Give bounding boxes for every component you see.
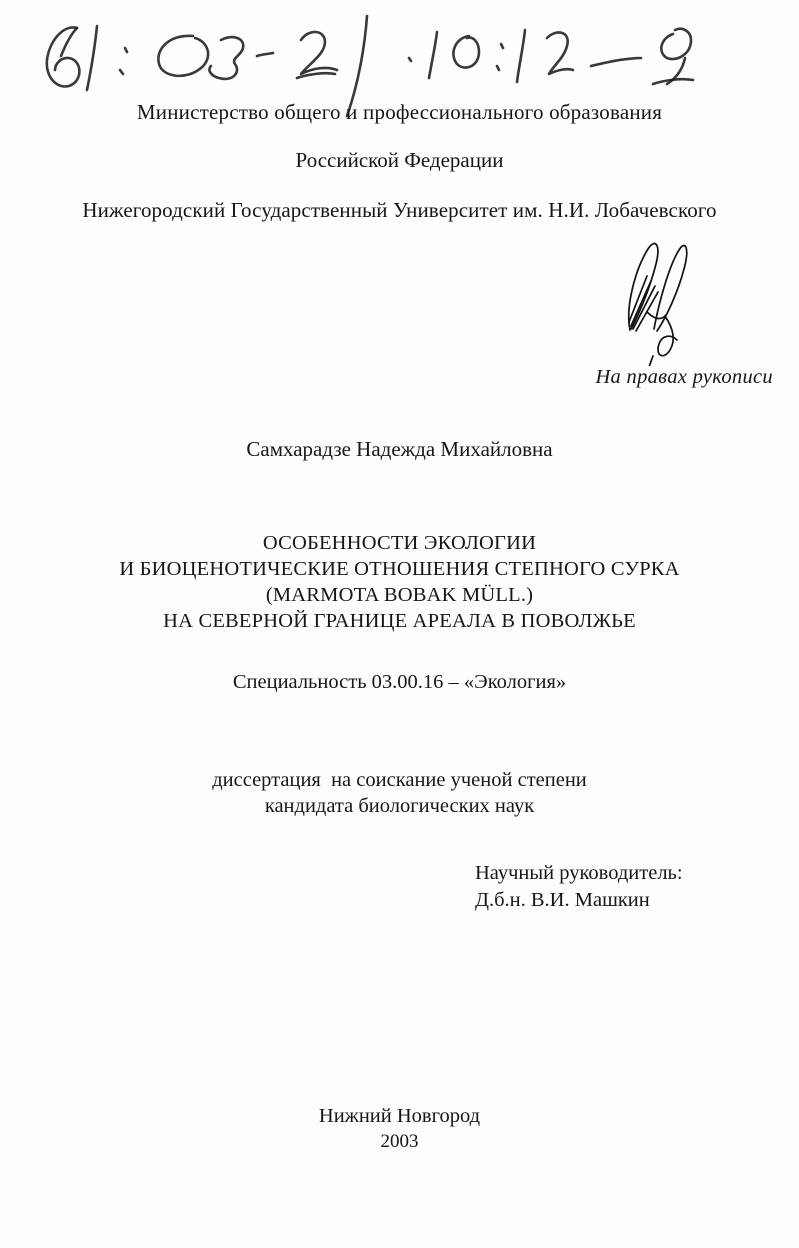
degree-line-2: кандидата биологических наук [264, 795, 535, 817]
title-line-3: (MARMOTA BOBAK MÜLL.) [265, 584, 534, 606]
degree-line-1: диссертация на соискание ученой степени [212, 769, 587, 791]
advisor-label: Научный руководитель: [475, 862, 683, 884]
manuscript-rights-note: На правах рукописи [595, 366, 773, 388]
ministry-line-1: Министерство общего и профессионального образования [136, 100, 663, 124]
imprint-block [0, 1103, 799, 1155]
advisor-name: Д.б.н. В.И. Машкин [475, 889, 650, 911]
university-line: Нижегородский Государственный Университет им. Н.И. Лобачевского [82, 198, 717, 222]
dissertation-title [0, 530, 799, 634]
degree-statement [0, 767, 799, 819]
signature-icon [616, 236, 702, 366]
city-line: Нижний Новгород [318, 1105, 481, 1127]
author-name: Самхарадзе Надежда Михайловна [246, 437, 553, 461]
ministry-line-2: Российской Федерации [295, 148, 504, 172]
title-line-4: НА СЕВЕРНОЙ ГРАНИЦЕ АРЕАЛА В ПОВОЛЖЬЕ [163, 610, 636, 632]
title-line-1: ОСОБЕННОСТИ ЭКОЛОГИИ [262, 532, 537, 554]
advisor-block [475, 860, 683, 914]
title-line-2: И БИОЦЕНОТИЧЕСКИЕ ОТНОШЕНИЯ СТЕПНОГО СУРКА [119, 558, 680, 580]
year-line: 2003 [380, 1131, 419, 1152]
specialty-line: Специальность 03.00.16 – «Экология» [232, 671, 567, 693]
